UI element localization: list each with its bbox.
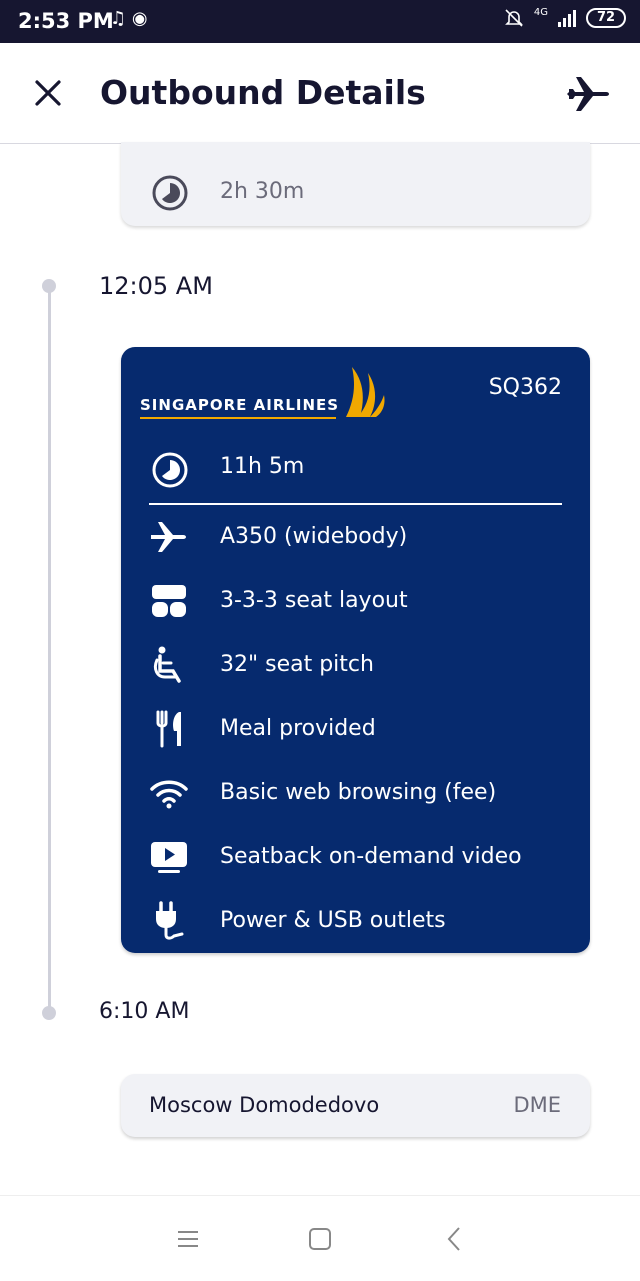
- amenity-label: Basic web browsing (fee): [220, 780, 497, 805]
- airline-logo-underline: [140, 417, 336, 419]
- destination-airport: Moscow Domodedovo: [149, 1093, 380, 1117]
- close-icon[interactable]: [30, 75, 66, 111]
- flight-number: SQ362: [488, 375, 562, 400]
- network-type: 4G: [533, 6, 548, 18]
- back-icon[interactable]: [440, 1224, 470, 1254]
- timeline-dot-departure: [42, 279, 56, 293]
- amenity-label: 3-3-3 seat layout: [220, 588, 408, 613]
- flight-duration: 11h 5m: [220, 454, 305, 479]
- page-title: Outbound Details: [100, 73, 426, 112]
- departure-time: 12:05 AM: [99, 272, 213, 300]
- amenity-row: [121, 773, 590, 813]
- seat-layout-icon: [149, 581, 189, 621]
- menu-icon[interactable]: [173, 1224, 203, 1254]
- airline-bird-icon: [342, 361, 388, 419]
- meal-icon: [149, 709, 189, 749]
- status-bar: [0, 0, 640, 43]
- amenity-label: Meal provided: [220, 716, 376, 741]
- previous-leg-card: [121, 142, 590, 226]
- plane-icon[interactable]: [566, 73, 612, 115]
- amenity-label: 32" seat pitch: [220, 652, 374, 677]
- destination-code: DME: [513, 1093, 561, 1117]
- amenity-row: [121, 901, 590, 941]
- system-nav-bar: [0, 1195, 640, 1281]
- clock-icon: [151, 451, 189, 489]
- timeline-dot-arrival: [42, 1006, 56, 1020]
- amenity-row: [121, 709, 590, 749]
- timeline-line: [48, 286, 51, 1013]
- arrival-time: 6:10 AM: [99, 999, 190, 1024]
- airline-logo: [140, 361, 390, 423]
- amenity-row: [121, 581, 590, 621]
- amenity-row: [121, 517, 590, 557]
- status-time: 2:53 PM: [18, 9, 114, 33]
- amenity-row: [121, 837, 590, 877]
- signal-icon: [558, 9, 576, 27]
- app-header: [0, 43, 640, 144]
- amenity-row: [121, 645, 590, 685]
- status-right: [504, 8, 626, 28]
- amenity-label: A350 (widebody): [220, 524, 408, 549]
- amenity-label: Seatback on-demand video: [220, 844, 522, 869]
- divider: [149, 503, 562, 505]
- notification-icons: ♫ ◉: [110, 8, 148, 29]
- video-icon: [149, 837, 189, 877]
- battery-icon: 72: [586, 8, 626, 28]
- clock-icon: [151, 174, 189, 212]
- mute-icon: [504, 8, 524, 28]
- amenity-label: Power & USB outlets: [220, 908, 446, 933]
- power-icon: [149, 901, 189, 941]
- home-icon[interactable]: [305, 1224, 335, 1254]
- previous-leg-duration: 2h 30m: [220, 179, 305, 204]
- plane-icon: [149, 517, 189, 557]
- seat-pitch-icon: [149, 645, 189, 685]
- wifi-icon: [149, 773, 189, 813]
- destination-card[interactable]: [121, 1074, 590, 1137]
- flight-card: [121, 347, 590, 953]
- airline-name: SINGAPORE AIRLINES: [140, 396, 340, 414]
